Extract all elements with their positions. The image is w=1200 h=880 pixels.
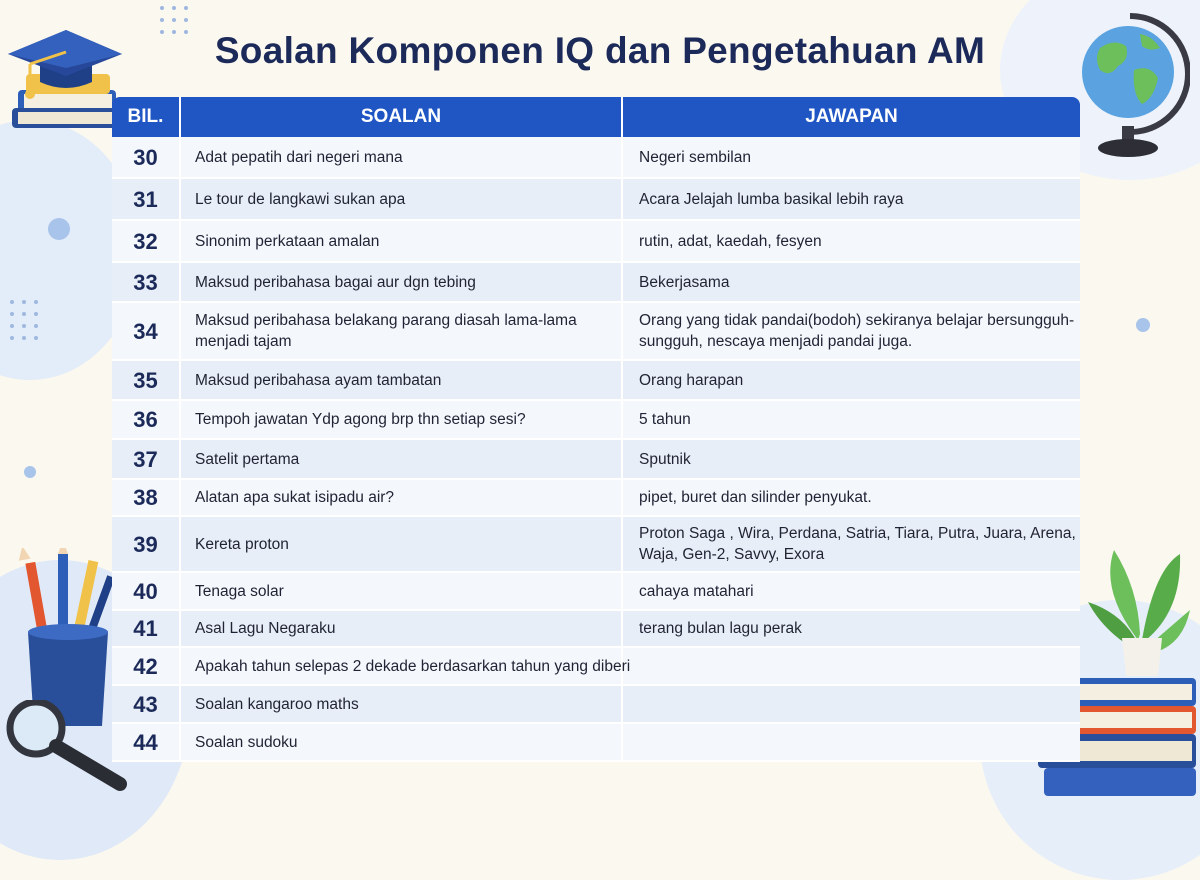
row-number: 33 bbox=[112, 262, 180, 302]
question-cell: Tenaga solar bbox=[180, 572, 622, 610]
column-header-soalan: SOALAN bbox=[180, 97, 622, 137]
answer-cell: Orang harapan bbox=[622, 360, 1080, 400]
answer-cell: Bekerjasama bbox=[622, 262, 1080, 302]
row-number: 35 bbox=[112, 360, 180, 400]
row-number: 43 bbox=[112, 685, 180, 723]
column-header-jawapan: JAWAPAN bbox=[622, 97, 1080, 137]
row-number: 38 bbox=[112, 479, 180, 516]
question-cell: Apakah tahun selepas 2 dekade berdasarkan tahun yang diberi bbox=[180, 647, 622, 685]
table-row bbox=[112, 723, 1080, 761]
decor-dot bbox=[48, 218, 70, 240]
row-number: 42 bbox=[112, 647, 180, 685]
answer-cell bbox=[622, 647, 1080, 685]
question-cell: Soalan sudoku bbox=[180, 723, 622, 761]
table-row bbox=[112, 262, 1080, 302]
table-row bbox=[112, 360, 1080, 400]
table-row bbox=[112, 220, 1080, 262]
question-cell: Alatan apa sukat isipadu air? bbox=[180, 479, 622, 516]
answer-cell: Proton Saga , Wira, Perdana, Satria, Tiara, Putra, Juara, Arena, Waja, Gen-2, Savvy, Exora bbox=[622, 516, 1080, 572]
answer-cell: rutin, adat, kaedah, fesyen bbox=[622, 220, 1080, 262]
question-cell: Sinonim perkataan amalan bbox=[180, 220, 622, 262]
row-number: 30 bbox=[112, 137, 180, 178]
table-row bbox=[112, 685, 1080, 723]
qa-table bbox=[112, 97, 1080, 762]
question-cell: Maksud peribahasa belakang parang diasah lama-lama menjadi tajam bbox=[180, 302, 622, 360]
row-number: 41 bbox=[112, 610, 180, 647]
row-number: 36 bbox=[112, 400, 180, 439]
question-cell: Maksud peribahasa ayam tambatan bbox=[180, 360, 622, 400]
answer-cell: 5 tahun bbox=[622, 400, 1080, 439]
row-number: 39 bbox=[112, 516, 180, 572]
question-cell: Adat pepatih dari negeri mana bbox=[180, 137, 622, 178]
table-row bbox=[112, 479, 1080, 516]
question-cell: Kereta proton bbox=[180, 516, 622, 572]
question-cell: Tempoh jawatan Ydp agong brp thn setiap sesi? bbox=[180, 400, 622, 439]
question-cell: Maksud peribahasa bagai aur dgn tebing bbox=[180, 262, 622, 302]
column-header-bil: BIL. bbox=[112, 97, 180, 137]
answer-cell: Negeri sembilan bbox=[622, 137, 1080, 178]
row-number: 44 bbox=[112, 723, 180, 761]
question-cell: Satelit pertama bbox=[180, 439, 622, 479]
answer-cell: pipet, buret dan silinder penyukat. bbox=[622, 479, 1080, 516]
row-number: 37 bbox=[112, 439, 180, 479]
question-cell: Soalan kangaroo maths bbox=[180, 685, 622, 723]
answer-cell: Sputnik bbox=[622, 439, 1080, 479]
table-row bbox=[112, 647, 1080, 685]
row-number: 40 bbox=[112, 572, 180, 610]
answer-cell: terang bulan lagu perak bbox=[622, 610, 1080, 647]
table-header-row bbox=[112, 97, 1080, 137]
question-cell: Asal Lagu Negaraku bbox=[180, 610, 622, 647]
answer-cell: cahaya matahari bbox=[622, 572, 1080, 610]
row-number: 32 bbox=[112, 220, 180, 262]
table-row bbox=[112, 516, 1080, 572]
answer-cell bbox=[622, 685, 1080, 723]
row-number: 31 bbox=[112, 178, 180, 220]
table-row bbox=[112, 572, 1080, 610]
table-row bbox=[112, 137, 1080, 178]
table-row bbox=[112, 178, 1080, 220]
answer-cell: Acara Jelajah lumba basikal lebih raya bbox=[622, 178, 1080, 220]
decor-dot bbox=[1136, 318, 1150, 332]
table-row bbox=[112, 400, 1080, 439]
row-number: 34 bbox=[112, 302, 180, 360]
question-cell: Le tour de langkawi sukan apa bbox=[180, 178, 622, 220]
table-row bbox=[112, 302, 1080, 360]
answer-cell: Orang yang tidak pandai(bodoh) sekiranya belajar bersungguh-sungguh, nescaya menjadi pandai juga. bbox=[622, 302, 1080, 360]
page-title: Soalan Komponen IQ dan Pengetahuan AM bbox=[214, 30, 986, 71]
decor-dot bbox=[24, 466, 36, 478]
table-row bbox=[112, 610, 1080, 647]
answer-cell bbox=[622, 723, 1080, 761]
table-row bbox=[112, 439, 1080, 479]
